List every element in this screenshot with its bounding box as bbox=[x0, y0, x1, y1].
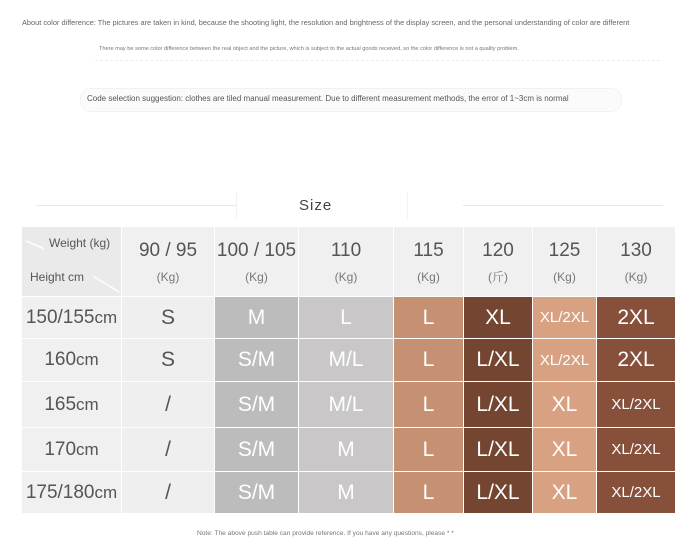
weight-unit: (Kg) bbox=[156, 269, 180, 284]
weight-unit: (Kg) bbox=[553, 269, 576, 284]
weight-value: 120 bbox=[482, 239, 514, 261]
weight-value: 115 bbox=[413, 239, 444, 261]
height-row-label bbox=[22, 339, 122, 382]
height-value: 175/180 bbox=[25, 481, 95, 503]
weight-value: 125 bbox=[548, 239, 581, 261]
height-unit: cm bbox=[94, 482, 118, 502]
size-cell: 2XL bbox=[597, 297, 676, 339]
size-cell: L bbox=[394, 382, 464, 428]
size-cell: XL/2XL bbox=[533, 297, 597, 339]
size-cell: M/L bbox=[299, 382, 394, 428]
weight-label: Weight (kg) bbox=[49, 236, 111, 250]
size-cell: M bbox=[215, 297, 299, 339]
height-value: 170 bbox=[44, 438, 77, 460]
height-row-label bbox=[22, 297, 122, 339]
weight-unit: (Kg) bbox=[417, 269, 440, 284]
size-cell: S/M bbox=[215, 428, 299, 472]
height-value: 150/155 bbox=[25, 306, 95, 328]
weight-column-header bbox=[299, 227, 394, 297]
size-cell: / bbox=[122, 382, 215, 428]
weight-value: 110 bbox=[330, 239, 362, 261]
weight-unit: (Kg) bbox=[334, 269, 358, 284]
height-value: 165 bbox=[44, 393, 77, 415]
size-cell: 2XL bbox=[597, 339, 676, 382]
size-cell: XL/2XL bbox=[533, 339, 597, 382]
size-cell: XL bbox=[533, 382, 597, 428]
size-cell: M bbox=[299, 428, 394, 472]
weight-value: 90 / 95 bbox=[138, 239, 198, 261]
size-cell: L/XL bbox=[464, 382, 533, 428]
size-cell: M bbox=[299, 472, 394, 514]
size-cell: L/XL bbox=[464, 472, 533, 514]
weight-column-header bbox=[597, 227, 676, 297]
size-cell: / bbox=[122, 428, 215, 472]
weight-unit: (Kg) bbox=[624, 269, 648, 284]
height-row-label bbox=[22, 472, 122, 514]
weight-unit: (Kg) bbox=[245, 269, 268, 284]
weight-unit: (斤) bbox=[488, 269, 508, 284]
weight-column-header bbox=[122, 227, 215, 297]
size-cell: S/M bbox=[215, 382, 299, 428]
size-cell: L/XL bbox=[464, 428, 533, 472]
size-cell: S/M bbox=[215, 339, 299, 382]
size-cell: L bbox=[299, 297, 394, 339]
size-title: Size bbox=[299, 197, 333, 214]
weight-column-header bbox=[464, 227, 533, 297]
title-rule-right bbox=[463, 205, 663, 206]
table-corner bbox=[22, 227, 122, 297]
color-difference-note: About color difference: The pictures are taken in kind, because the shooting light, the resolution and brightness of the display screen, and the personal understanding of color are different bbox=[22, 18, 630, 27]
size-cell: XL bbox=[533, 472, 597, 514]
size-cell: S bbox=[122, 297, 215, 339]
size-cell: S/M bbox=[215, 472, 299, 514]
size-cell: / bbox=[122, 472, 215, 514]
size-cell: L bbox=[394, 297, 464, 339]
weight-column-header bbox=[215, 227, 299, 297]
size-cell: XL bbox=[533, 428, 597, 472]
height-row-label bbox=[22, 382, 122, 428]
height-unit: cm bbox=[94, 307, 118, 327]
height-unit: cm bbox=[76, 394, 99, 414]
divider bbox=[95, 60, 660, 62]
weight-value: 100 / 105 bbox=[216, 239, 297, 261]
height-label: Height cm bbox=[30, 270, 85, 284]
weight-column-header bbox=[394, 227, 464, 297]
height-row-label bbox=[22, 428, 122, 472]
size-cell: M/L bbox=[299, 339, 394, 382]
height-value: 160 bbox=[44, 349, 77, 370]
size-cell: S bbox=[122, 339, 215, 382]
size-cell: XL bbox=[464, 297, 533, 339]
weight-value: 130 bbox=[620, 239, 652, 261]
size-cell: L bbox=[394, 339, 464, 382]
code-selection-suggestion: Code selection suggestion: clothes are tiled manual measurement. Due to different measurement methods, the error of 1~3cm is normal bbox=[87, 94, 569, 103]
color-difference-note-2: There may be some color difference between the real object and the picture, which is subject to the actual goods received, so the color difference is not a quality problem. bbox=[99, 46, 519, 52]
height-unit: cm bbox=[76, 350, 99, 369]
size-cell: L/XL bbox=[464, 339, 533, 382]
size-table bbox=[22, 227, 676, 514]
size-cell: XL/2XL bbox=[597, 428, 676, 472]
size-cell: XL/2XL bbox=[597, 382, 676, 428]
weight-column-header bbox=[533, 227, 597, 297]
size-cell: L bbox=[394, 428, 464, 472]
size-cell: L bbox=[394, 472, 464, 514]
height-unit: cm bbox=[76, 439, 99, 459]
size-cell: XL/2XL bbox=[597, 472, 676, 514]
title-rule-left bbox=[36, 205, 236, 206]
footer-note: Note: The above push table can provide reference. If you have any questions, please * * bbox=[197, 530, 454, 537]
